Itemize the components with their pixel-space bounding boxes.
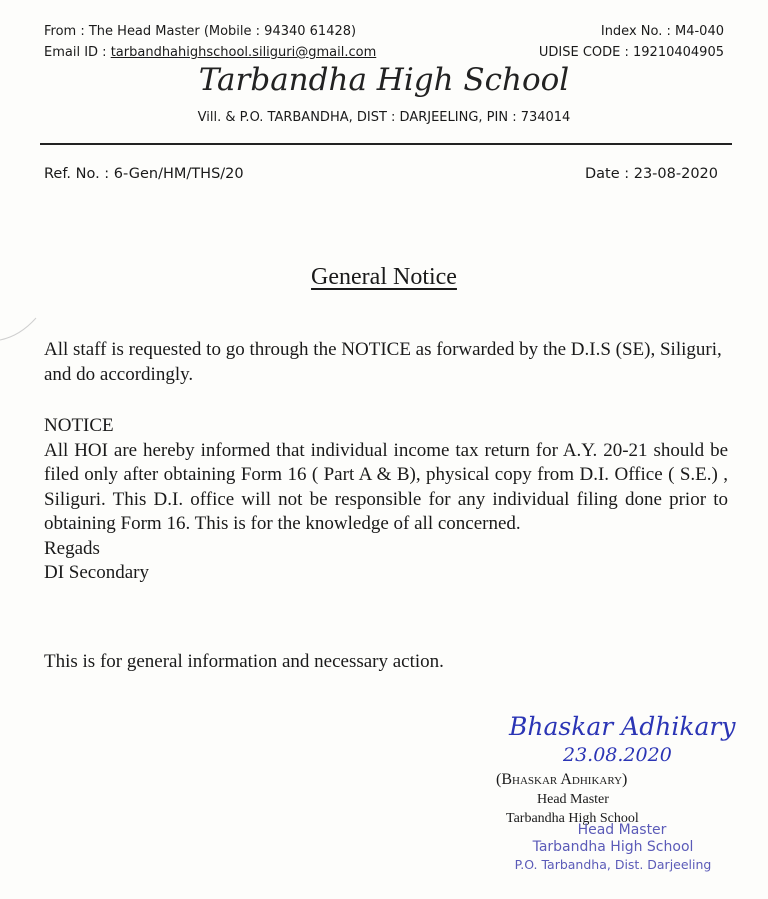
official-stamp [508, 822, 718, 873]
reference-number: Ref. No. : 6-Gen/HM/THS/20 [44, 166, 244, 182]
notice-block [44, 414, 728, 586]
index-number: Index No. : M4-040 [600, 24, 724, 39]
closing-line: This is for general information and necessary action. [44, 651, 444, 672]
handwritten-signature [505, 703, 745, 769]
stamp-line-designation: Head Master [577, 822, 667, 838]
signatory-name: (Bhaskar Adhikary) [496, 771, 628, 788]
email-link[interactable]: tarbandhahighschool.siliguri@gmail.com [110, 45, 377, 60]
header-divider [40, 143, 732, 145]
notice-title-text: General Notice [311, 264, 457, 290]
header-from: From : The Head Master (Mobile : 94340 61428) [44, 24, 357, 39]
scan-mark-decoration [0, 310, 40, 350]
udise-code: UDISE CODE : 19210404905 [538, 45, 724, 60]
sender-text: DI Secondary [44, 562, 149, 583]
notice-body: All HOI are hereby informed that individual income tax return for A.Y. 20-21 should be filed only after obtaining Form 16 ( Part A & B), physical copy from D.I. Office ( S.E.) , Siliguri. This D.I. office will not be responsible for any individual filing done prior to obtaining Form 16. This is for the knowledge of all concerned. [44, 439, 728, 534]
intro-paragraph: All staff is requested to go through the NOTICE as forwarded by the D.I.S (SE), Siliguri, and do accordingly. [44, 339, 722, 385]
notice-title [0, 264, 768, 291]
stamp-line-school: Tarbandha High School [532, 839, 694, 855]
signatory-designation: Head Master [537, 792, 609, 807]
school-name: Tarbandha High School [198, 62, 570, 98]
signature-text: Bhaskar Adhikary [509, 712, 736, 741]
email-label: Email ID : [44, 45, 111, 60]
school-address: Vill. & P.O. TARBANDHA, DIST : DARJEELING, PIN : 734014 [197, 110, 571, 125]
signature-date: 23.08.2020 [563, 744, 672, 766]
regards-text: Regads [44, 537, 100, 559]
stamp-line-address: P.O. Tarbandha, Dist. Darjeeling [514, 857, 712, 872]
signatory-school: Tarbandha High School [506, 811, 639, 826]
header-email-line [44, 45, 376, 60]
notice-date: Date : 23-08-2020 [584, 166, 718, 182]
notice-heading: NOTICE [44, 415, 114, 436]
